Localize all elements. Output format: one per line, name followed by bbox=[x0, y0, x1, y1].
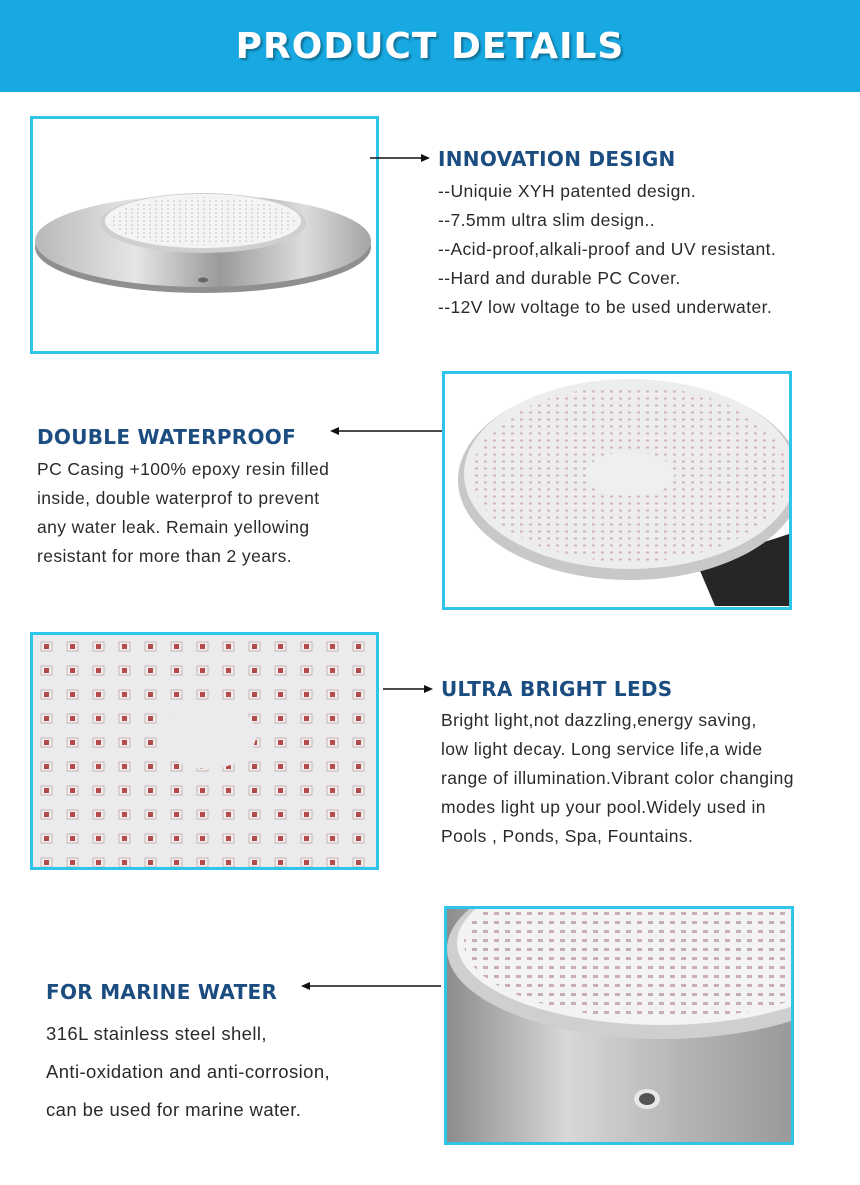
text-line: Anti-oxidation and anti-corrosion, bbox=[46, 1061, 331, 1082]
steel-rim-closeup-photo bbox=[444, 906, 794, 1145]
page-title: PRODUCT DETAILS bbox=[235, 25, 625, 67]
text-line: --7.5mm ultra slim design.. bbox=[438, 210, 655, 230]
header-banner bbox=[0, 0, 860, 92]
slim-pool-light-photo bbox=[30, 116, 379, 354]
text-line: resistant for more than 2 years. bbox=[37, 546, 292, 566]
text-line: 316L stainless steel shell, bbox=[46, 1023, 267, 1044]
text-line: Bright light,not dazzling,energy saving, bbox=[441, 710, 757, 730]
text-line: Pools , Ponds, Spa, Fountains. bbox=[441, 826, 694, 846]
section-heading-for-marine-water: FOR MARINE WATER bbox=[46, 980, 278, 1004]
text-line: modes light up your pool.Widely used in bbox=[441, 797, 766, 817]
section-body-for-marine-water bbox=[46, 1015, 330, 1129]
section-heading-double-waterproof: DOUBLE WATERPROOF bbox=[37, 425, 297, 449]
text-line: low light decay. Long service life,a wide bbox=[441, 739, 763, 759]
arrow-icon bbox=[370, 153, 430, 163]
text-line: --Uniquie XYH patented design. bbox=[438, 181, 697, 201]
arrow-icon bbox=[301, 981, 441, 991]
section-body-innovation-design bbox=[438, 177, 776, 322]
led-board-photo bbox=[442, 371, 792, 610]
arrow-icon bbox=[383, 684, 433, 694]
text-line: inside, double waterprof to prevent bbox=[37, 488, 320, 508]
text-line: --Acid-proof,alkali-proof and UV resistant. bbox=[438, 239, 777, 259]
text-line: --12V low voltage to be used underwater. bbox=[438, 297, 773, 317]
text-line: PC Casing +100% epoxy resin filled bbox=[37, 459, 330, 479]
section-heading-ultra-bright-leds: ULTRA BRIGHT LEDS bbox=[441, 677, 673, 701]
section-body-ultra-bright-leds bbox=[441, 706, 794, 851]
section-heading-innovation-design: INNOVATION DESIGN bbox=[438, 147, 676, 171]
led-closeup-photo bbox=[30, 632, 379, 870]
text-line: range of illumination.Vibrant color changing bbox=[441, 768, 794, 788]
text-line: any water leak. Remain yellowing bbox=[37, 517, 310, 537]
arrow-icon bbox=[330, 426, 442, 436]
section-body-double-waterproof bbox=[37, 455, 329, 571]
text-line: --Hard and durable PC Cover. bbox=[438, 268, 681, 288]
text-line: can be used for marine water. bbox=[46, 1099, 302, 1120]
